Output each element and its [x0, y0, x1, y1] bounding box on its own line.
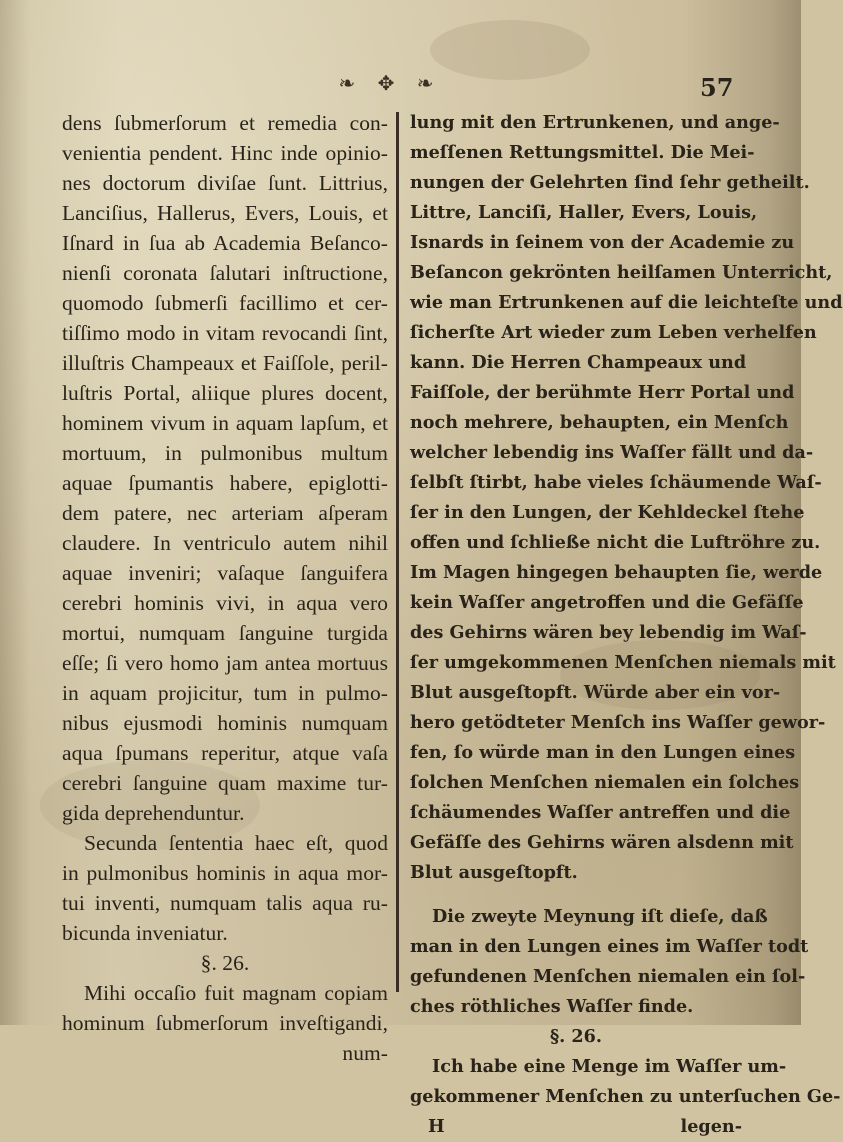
- text-line: ſer umgekommenen Menſchen niemals mit: [410, 652, 836, 673]
- text-line: Isnards in ſeinem von der Academie zu: [410, 232, 795, 253]
- text-line: welcher lebendig ins Waſſer fällt und da-: [410, 442, 814, 463]
- text-line: hero getödteter Menſch ins Waſſer gewor-: [410, 712, 826, 733]
- text-line: nungen der Gelehrten ſind ſehr getheilt.: [410, 172, 810, 193]
- paragraph-gap: [410, 888, 742, 902]
- text-line: ſicherſte Art wieder zum Leben verhelfen: [410, 322, 817, 343]
- text-line: ſer in den Lungen, der Kehldeckel ſtehe: [410, 502, 805, 523]
- text-line: wie man Ertrunkenen auf die leichteſte und: [410, 292, 843, 313]
- text-line: Blut ausgeſtopft.: [410, 862, 578, 883]
- text-line: eſſe; ſi vero homo jam antea mortuus: [62, 651, 388, 675]
- section-heading: §. 26.: [200, 951, 250, 975]
- text-line: Ich habe eine Menge im Waſſer um-: [432, 1056, 787, 1077]
- text-line: Secunda ſententia haec eſt, quod: [84, 831, 388, 855]
- column-divider: [396, 112, 399, 992]
- text-line: Iſnard in ſua ab Academia Beſanco-: [62, 231, 388, 255]
- text-line: hominem vivum in aquam lapſum, et: [62, 411, 388, 435]
- text-line: nibus ejusmodi hominis numquam: [62, 711, 388, 735]
- text-line: kein Waſſer angetroffen und die Gefäſſe: [410, 592, 804, 613]
- text-line: aqua ſpumans reperitur, atque vaſa: [62, 741, 388, 765]
- text-line: Die zweyte Meynung iſt dieſe, daß: [432, 906, 768, 927]
- text-line: hominum ſubmerſorum inveſtigandi,: [62, 1011, 388, 1035]
- text-line: dem patere, nec arteriam aſperam: [62, 501, 388, 525]
- text-line: mortuum, in pulmonibus multum: [62, 441, 388, 465]
- text-line: gida deprehenduntur.: [62, 801, 245, 825]
- header-ornament: ❧ ✥ ❧: [338, 71, 442, 95]
- text-line: lung mit den Ertrunkenen, und ange-: [410, 112, 780, 133]
- text-line: in aquam projicitur, tum in pulmo-: [62, 681, 388, 705]
- text-line: ſelbſt ſtirbt, habe vieles ſchäumende Waſ-: [410, 472, 822, 493]
- text-line: dens ſubmerſorum et remedia con-: [62, 111, 388, 135]
- latin-column: [62, 108, 388, 1068]
- text-line: des Gehirns wären bey lebendig im Waſ-: [410, 622, 807, 643]
- text-line: aquae ſpumantis habere, epiglotti-: [62, 471, 388, 495]
- text-line: Lanciſius, Hallerus, Evers, Louis, et: [62, 201, 388, 225]
- text-line: claudere. In ventriculo autem nihil: [62, 531, 388, 555]
- section-heading: §. 26.: [549, 1026, 603, 1047]
- text-line: nienſi coronata ſalutari inſtructione,: [62, 261, 388, 285]
- text-line: gekommener Menſchen zu unterſuchen Ge-: [410, 1086, 841, 1107]
- text-line: in pulmonibus hominis in aqua mor-: [62, 861, 388, 885]
- signature-mark: H: [428, 1116, 445, 1137]
- text-line: Gefäſſe des Gehirns wären alsdenn mit: [410, 832, 794, 853]
- text-line: tiſſimo modo in vitam revocandi ſint,: [62, 321, 388, 345]
- text-line: ſolchen Menſchen niemalen ein ſolches: [410, 772, 800, 793]
- text-line: cerebri hominis vivi, in aqua vero: [62, 591, 388, 615]
- text-line: mortui, numquam ſanguine turgida: [62, 621, 388, 645]
- text-line: aquae inveniri; vaſaque ſanguifera: [62, 561, 388, 585]
- text-line: tui inventi, numquam talis aqua ru-: [62, 891, 388, 915]
- text-line: man in den Lungen eines im Waſſer todt: [410, 936, 809, 957]
- text-line: Littre, Lanciſi, Haller, Evers, Louis,: [410, 202, 758, 223]
- catchword-line: [410, 1112, 742, 1142]
- page-number: 57: [700, 73, 734, 102]
- text-line: quomodo ſubmerſi facillimo et cer-: [62, 291, 388, 315]
- text-line: Faiſſole, der berühmte Herr Portal und: [410, 382, 795, 403]
- text-line: Im Magen hingegen behaupten ſie, werde: [410, 562, 823, 583]
- text-line: nes doctorum diviſae ſunt. Littrius,: [62, 171, 388, 195]
- text-line: Mihi occaſio fuit magnam copiam: [84, 981, 388, 1005]
- text-line: meſſenen Rettungsmittel. Die Mei-: [410, 142, 755, 163]
- text-line: venientia pendent. Hinc inde opinio-: [62, 141, 388, 165]
- text-line: offen und ſchließe nicht die Luftröhre zu.: [410, 532, 821, 553]
- text-line: kann. Die Herren Champeaux und: [410, 352, 747, 373]
- text-line: ſchäumendes Waſſer antreffen und die: [410, 802, 791, 823]
- catchword: legen-: [680, 1116, 742, 1137]
- text-line: luſtris Portal, aliique plures docent,: [62, 381, 388, 405]
- text-line: bicunda inveniatur.: [62, 921, 228, 945]
- text-line: Beſancon gekrönten heilſamen Unterricht,: [410, 262, 833, 283]
- german-column: [410, 108, 843, 1142]
- catchword: num-: [342, 1041, 388, 1065]
- text-line: fen, ſo würde man in den Lungen eines: [410, 742, 796, 763]
- text-line: gefundenen Menſchen niemalen ein ſol-: [410, 966, 806, 987]
- text-line: cerebri ſanguine quam maxime tur-: [62, 771, 388, 795]
- text-line: Blut ausgeſtopft. Würde aber ein vor-: [410, 682, 781, 703]
- text-line: illuſtris Champeaux et Faiſſole, peril-: [62, 351, 388, 375]
- text-line: ches röthliches Waſſer finde.: [410, 996, 694, 1017]
- text-line: noch mehrere, behaupten, ein Menſch: [410, 412, 789, 433]
